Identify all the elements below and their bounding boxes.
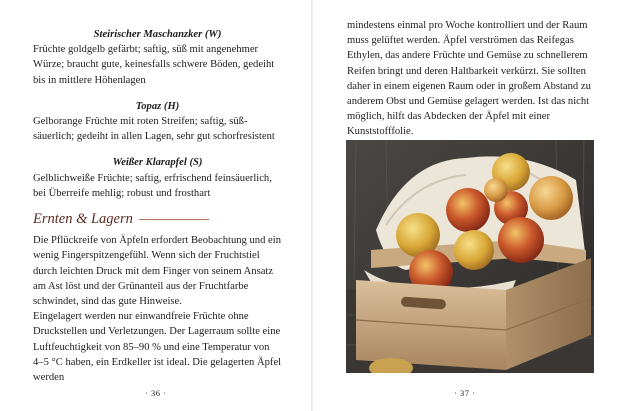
right-page bbox=[312, 0, 624, 411]
variety-description: Früchte goldgelb gefärbt; saftig, süß mit angenehmer Würze; braucht gute, keinesfalls schwere Böden, gedeiht bis in mittlere Höhenlagen bbox=[33, 44, 275, 86]
variety-entry-klarapfel bbox=[33, 155, 282, 201]
body-paragraph: Die Pflückreife von Äpfeln erfordert Beobachtung und ein wenig Fingerspitzengefühl. Wenn sich der Fruchtstiel durch leichten Druck mit dem Finger von seinem Ansatz am Ast löst und der Grünanteil aus der Fruchtfarbe schwindet, sind das gute Hinweise. bbox=[33, 235, 281, 308]
variety-description: Gelblichweiße Früchte; saftig, erfrischend feinsäuerlich, bei Überreife mehlig; robust und frosthart bbox=[33, 172, 272, 199]
section-title bbox=[33, 212, 282, 227]
left-text-column bbox=[33, 27, 282, 385]
variety-heading: Topaz (H) bbox=[135, 100, 180, 112]
variety-heading: Weißer Klarapfel (S) bbox=[112, 157, 203, 169]
variety-entry-topaz bbox=[33, 99, 282, 145]
section-title-text: Ernten & Lagern bbox=[33, 211, 133, 228]
variety-heading: Steirischer Maschanzker (W) bbox=[93, 29, 222, 40]
page-number: · 36 · bbox=[145, 388, 167, 398]
section-rule bbox=[139, 219, 209, 220]
right-text-column bbox=[347, 18, 595, 140]
body-paragraph: Eingelagert werden nur einwandfreie Früchte ohne Druckstellen und Verletzungen. Der Lagerraum sollte eine Luftfeuchtigkeit von 85–90 % und eine Temperatur von 4–5 °C haben, ein Erdkeller ist ideal. Die gelagerten Äpfel werden bbox=[33, 311, 282, 384]
apple-crate-photo bbox=[346, 140, 594, 373]
variety-entry-maschanzker bbox=[33, 27, 282, 88]
page-number: · 37 · bbox=[454, 388, 476, 398]
variety-description: Gelborange Früchte mit roten Streifen; saftig, süß-säuerlich; gedeiht in allen Lagen, sehr gut schorfresistent bbox=[33, 116, 275, 143]
body-paragraph: mindestens einmal pro Woche kontrolliert und der Raum muss gelüftet werden. Äpfel verströmen das Reifegas Ethylen, das andere Früchte und Gemüse zu schnellerem Reifen bringt und deren Haltbarkeit verkürzt. Sie sollten daher in einem eigenen Raum oder in großem Abstand zu anderem Obst und Gemüse gelagert werden. Ist das nicht möglich, hilft das Abdecken der Äpfel mit einer Kunststofffolie. bbox=[347, 20, 591, 138]
